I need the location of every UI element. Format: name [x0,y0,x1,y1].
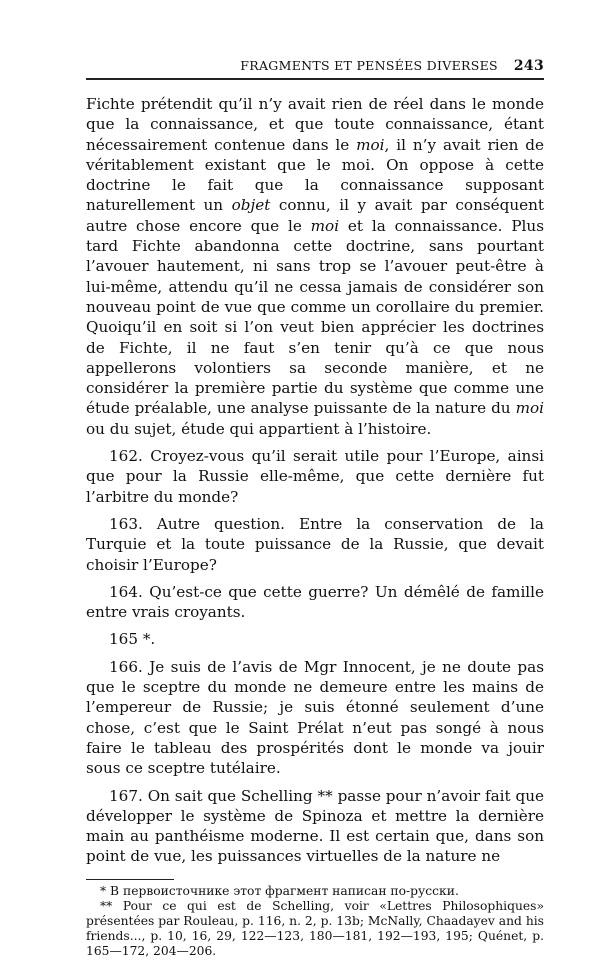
text-run: 167. On sait que Schelling ** passe pour n’avoir fait que développer le système de Spinoza et mettre la dernière main au panthéisme moderne. Il est certain que, dans son point de vue, les puissances virtuelles de la nature ne [86,786,544,866]
numbered-paragraph [86,582,544,623]
running-title: FRAGMENTS ET PENSÉES DIVERSES [240,58,498,73]
text-run: 165 *. [109,630,156,649]
text-run: , il n’y avait rien de véritablement existant que le moi. On oppose à cette doctrine le fait que la connaissance supposant naturellement un [86,135,544,215]
emphasis: moi [356,135,385,154]
header-rule [86,78,544,80]
numbered-paragraph [86,446,544,507]
emphasis: moi [310,216,340,235]
footnote: ** Pour ce qui est de Schelling, voir «Lettres Philosophiques» présentées par Rouleau, p. 116, n. 2, p. 13b; McNally, Chaadayev and his friends..., p. 10, 16, 29, 122—123, 180—181, 192—193, 195; Quénet, p. 165—172, 204—206. [86,898,544,958]
text-run: connu, il y avait par conséquent autre chose encore que le [86,196,545,235]
text-run: Fichte prétendit qu’il n’y avait rien de réel dans le monde que la connaissance, et que toute connaissance, étant nécessairement contenue dans le [86,95,544,154]
footnote: * В первоисточнике этот фрагмент написан по-русски. [100,883,459,898]
numbered-paragraph [86,629,544,649]
book-page [86,58,544,959]
text-run: 164. Qu’est-ce que cette guerre? Un démêlé de famille entre vrais croyants. [86,582,544,622]
body-text [86,94,544,867]
paragraph [86,94,544,439]
footnote-rule [86,879,174,880]
page-number: 243 [513,58,544,74]
text-run: ou du sujet, étude qui appartient à l’histoire. [86,419,432,438]
text-run: 166. Je suis de l’avis de Mgr Innocent, je ne doute pas que le sceptre du monde ne demeure entre les mains de l’empereur de Russie; je suis étonné seulement d’une chose, c’est que le Saint Prélat n’eut pas songé à nous faire le tableau des prospérités dont le monde va jouir sous ce sceptre tutélaire. [86,657,544,778]
footnotes [86,884,544,959]
emphasis: objet [231,196,271,215]
text-run: 162. Croyez-vous qu’il serait utile pour l’Europe, ainsi que pour la Russie elle-même, que cette dernière fut l’arbitre du monde? [86,447,544,506]
numbered-paragraph [86,514,544,575]
text-run: 163. Autre question. Entre la conservation de la Turquie et la toute puissance de la Russie, que devait choisir l’Europe? [86,514,544,574]
text-run: et la connaissance. Plus tard Fichte abandonna cette doctrine, sans pourtant l’avouer hautement, ni sans trop se l’avouer peut-être à lui-même, attendu qu’il ne cessa jamais de considérer son nouveau point de vue que comme un corollaire du premier. Quoiqu’il en soit si l’on veut bien apprécier les doctrines de Fichte, il ne faut s’en tenir qu’à ce que nous appellerons volontiers sa seconde manière, et ne considérer la première partie du système que comme une étude préalable, une analyse puissante de la nature du [86,216,544,418]
page-header [86,58,544,76]
emphasis: moi [515,399,544,418]
numbered-paragraph [86,786,544,867]
numbered-paragraph [86,657,544,779]
